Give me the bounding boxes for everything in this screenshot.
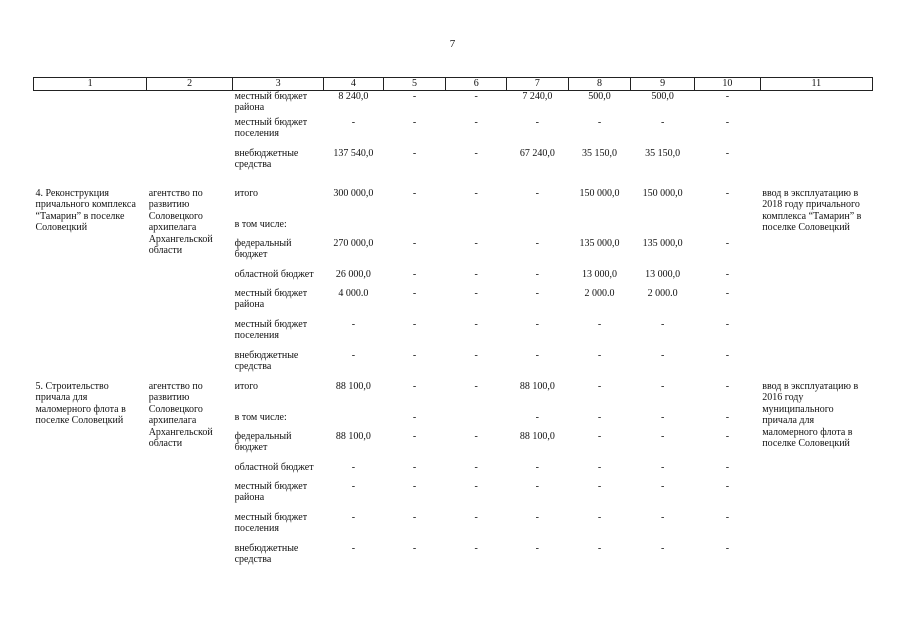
value-cell: -: [725, 380, 730, 392]
executor-cell: агентство по развитию Соловецкого архипелага Архангельской области: [148, 380, 213, 449]
column-header: 10: [695, 78, 761, 91]
value-cell: -: [597, 461, 602, 473]
value-cell: 4 000.0: [338, 287, 369, 299]
value-cell: -: [412, 349, 417, 361]
value-cell: -: [474, 187, 478, 199]
measure-name-cell: 5. Строительство причала для маломерного флота в поселке Соловецкий: [35, 380, 126, 426]
value-cell: -: [597, 430, 602, 442]
value-cell: [695, 219, 761, 238]
executor-cell: агентство по развитию Соловецкого архипелага Архангельской области: [148, 187, 213, 256]
value-cell: -: [412, 116, 417, 128]
column-header: 11: [760, 78, 872, 91]
value-cell: -: [535, 318, 540, 330]
value-cell: -: [661, 542, 665, 554]
value-cell: -: [725, 287, 730, 299]
value-cell: -: [474, 380, 478, 392]
value-cell: -: [725, 147, 730, 159]
value-cell: -: [351, 116, 356, 128]
funding-source-cell: внебюджетные средства: [234, 349, 299, 372]
column-header: 5: [383, 78, 446, 91]
value-cell: -: [474, 268, 478, 280]
expected-result-cell: ввод в эксплуатацию в 2018 году причального комплекса “Тамарин” в поселке Соловецкий: [762, 187, 862, 233]
value-cell: 300 000,0: [333, 187, 374, 199]
value-cell: -: [412, 287, 417, 299]
value-cell: 67 240,0: [519, 147, 555, 159]
funding-source-cell: внебюджетные средства: [234, 542, 299, 565]
funding-source-cell: местный бюджет поселения: [234, 116, 308, 139]
value-cell: -: [412, 430, 417, 442]
value-cell: -: [597, 511, 602, 523]
value-cell: 35 150,0: [582, 147, 617, 159]
value-cell: [631, 219, 695, 238]
funding-source-cell: областной бюджет: [234, 461, 314, 473]
value-cell: -: [535, 461, 540, 473]
column-header: 3: [233, 78, 324, 91]
value-cell: 88 100,0: [335, 430, 371, 442]
funding-source-cell: федеральный бюджет: [234, 430, 292, 453]
value-cell: -: [597, 349, 602, 361]
column-header: 8: [568, 78, 631, 91]
value-cell: -: [535, 237, 540, 249]
value-cell: -: [725, 411, 730, 423]
value-cell: -: [474, 287, 478, 299]
value-cell: -: [597, 318, 602, 330]
value-cell: -: [474, 542, 478, 554]
value-cell: -: [474, 430, 478, 442]
value-cell: -: [661, 480, 665, 492]
funding-source-cell: итого: [234, 187, 259, 199]
value-cell: -: [474, 116, 478, 128]
value-cell: 137 540,0: [333, 147, 374, 159]
table-body: [34, 90, 873, 574]
value-cell: -: [725, 480, 730, 492]
value-cell: -: [597, 380, 602, 392]
empty-cell: [34, 148, 147, 179]
value-cell: -: [535, 349, 540, 361]
value-cell: -: [597, 411, 602, 423]
value-cell: -: [412, 380, 417, 392]
value-cell: -: [725, 187, 730, 199]
value-cell: -: [725, 116, 730, 128]
value-cell: -: [661, 318, 665, 330]
value-cell: -: [412, 411, 417, 423]
table-row: [34, 381, 873, 412]
table-row: [34, 90, 873, 117]
value-cell: -: [597, 116, 602, 128]
value-cell: -: [661, 461, 665, 473]
value-cell: -: [661, 349, 665, 361]
column-header: 6: [446, 78, 507, 91]
value-cell: [446, 219, 507, 238]
value-cell: -: [412, 511, 417, 523]
value-cell: -: [412, 480, 417, 492]
table-row: [34, 188, 873, 219]
value-cell: 500,0: [588, 90, 611, 102]
funding-source-cell: местный бюджет поселения: [234, 318, 308, 341]
column-number-row: [34, 78, 873, 91]
value-cell: -: [597, 480, 602, 492]
value-cell: -: [661, 430, 665, 442]
value-cell: -: [535, 480, 540, 492]
spacer-cell: [34, 179, 873, 188]
value-cell: 2 000.0: [584, 287, 615, 299]
funding-source-cell: федеральный бюджет: [234, 237, 292, 260]
value-cell: -: [474, 349, 478, 361]
empty-cell: [147, 90, 233, 117]
funding-source-cell: в том числе:: [234, 218, 287, 230]
funding-source-cell: в том числе:: [234, 411, 287, 423]
empty-cell: [760, 90, 872, 117]
value-cell: -: [725, 349, 730, 361]
empty-cell: [34, 117, 147, 148]
empty-cell: [760, 148, 872, 179]
value-cell: 270 000,0: [333, 237, 374, 249]
empty-cell: [147, 148, 233, 179]
table-row: [34, 117, 873, 148]
budget-table: [33, 77, 873, 574]
value-cell: -: [351, 480, 356, 492]
value-cell: -: [535, 268, 540, 280]
value-cell: -: [412, 268, 417, 280]
funding-source-cell: итого: [234, 380, 259, 392]
funding-source-cell: местный бюджет поселения: [234, 511, 308, 534]
page-number: 7: [449, 38, 456, 50]
value-cell: -: [725, 268, 730, 280]
value-cell: -: [474, 90, 478, 102]
value-cell: 135 000,0: [642, 237, 683, 249]
value-cell: [568, 219, 631, 238]
value-cell: -: [412, 187, 417, 199]
value-cell: -: [412, 237, 417, 249]
funding-source-cell: внебюджетные средства: [234, 147, 299, 170]
value-cell: [383, 219, 446, 238]
funding-source-cell: местный бюджет района: [234, 287, 308, 310]
value-cell: -: [412, 461, 417, 473]
value-cell: -: [412, 542, 417, 554]
value-cell: -: [351, 461, 356, 473]
value-cell: -: [535, 287, 540, 299]
value-cell: -: [412, 318, 417, 330]
value-cell: 500,0: [651, 90, 674, 102]
expected-result-cell: ввод в эксплуатацию в 2016 году муниципального причала для маломерного флота в поселке Соловецкий: [762, 380, 859, 449]
measure-name-cell: 4. Реконструкция причального комплекса “Тамарин” в поселке Соловецкий: [35, 187, 136, 233]
value-cell: 13 000,0: [645, 268, 681, 280]
value-cell: -: [474, 318, 478, 330]
value-cell: -: [474, 461, 478, 473]
value-cell: 88 100,0: [519, 430, 555, 442]
value-cell: 88 100,0: [519, 380, 555, 392]
column-header: 7: [507, 78, 569, 91]
value-cell: -: [661, 116, 665, 128]
table-row: [34, 148, 873, 179]
value-cell: -: [412, 147, 417, 159]
column-header: 2: [147, 78, 233, 91]
value-cell: -: [725, 461, 730, 473]
value-cell: -: [351, 318, 356, 330]
value-cell: -: [474, 147, 478, 159]
value-cell: -: [725, 318, 730, 330]
value-cell: -: [725, 237, 730, 249]
value-cell: -: [597, 542, 602, 554]
value-cell: -: [661, 411, 665, 423]
value-cell: 13 000,0: [582, 268, 617, 280]
value-cell: 8 240,0: [338, 90, 369, 102]
value-cell: -: [535, 411, 540, 423]
value-cell: -: [661, 511, 665, 523]
value-cell: -: [661, 380, 665, 392]
value-cell: -: [474, 480, 478, 492]
value-cell: -: [725, 430, 730, 442]
funding-source-cell: местный бюджет района: [234, 90, 308, 113]
value-cell: -: [351, 511, 356, 523]
value-cell: -: [725, 90, 730, 102]
value-cell: [324, 412, 384, 431]
funding-source-cell: областной бюджет: [234, 268, 314, 280]
value-cell: -: [535, 116, 540, 128]
value-cell: 2 000.0: [647, 287, 678, 299]
value-cell: 26 000,0: [335, 268, 371, 280]
value-cell: -: [351, 349, 356, 361]
column-header: 1: [34, 78, 147, 91]
column-header: 4: [324, 78, 384, 91]
value-cell: 88 100,0: [335, 380, 371, 392]
empty-cell: [147, 117, 233, 148]
value-cell: -: [535, 187, 540, 199]
value-cell: -: [474, 237, 478, 249]
value-cell: -: [474, 511, 478, 523]
value-cell: 150 000,0: [642, 187, 683, 199]
value-cell: -: [725, 542, 730, 554]
value-cell: [446, 412, 507, 431]
value-cell: 150 000,0: [579, 187, 620, 199]
value-cell: -: [535, 542, 540, 554]
value-cell: -: [535, 511, 540, 523]
empty-cell: [760, 117, 872, 148]
empty-cell: [34, 90, 147, 117]
value-cell: [324, 219, 384, 238]
value-cell: -: [351, 542, 356, 554]
value-cell: -: [725, 511, 730, 523]
spacer-row: [34, 179, 873, 188]
value-cell: 135 000,0: [579, 237, 620, 249]
value-cell: -: [412, 90, 417, 102]
value-cell: 35 150,0: [645, 147, 681, 159]
value-cell: [507, 219, 569, 238]
funding-source-cell: местный бюджет района: [234, 480, 308, 503]
value-cell: 7 240,0: [522, 90, 553, 102]
column-header: 9: [631, 78, 695, 91]
